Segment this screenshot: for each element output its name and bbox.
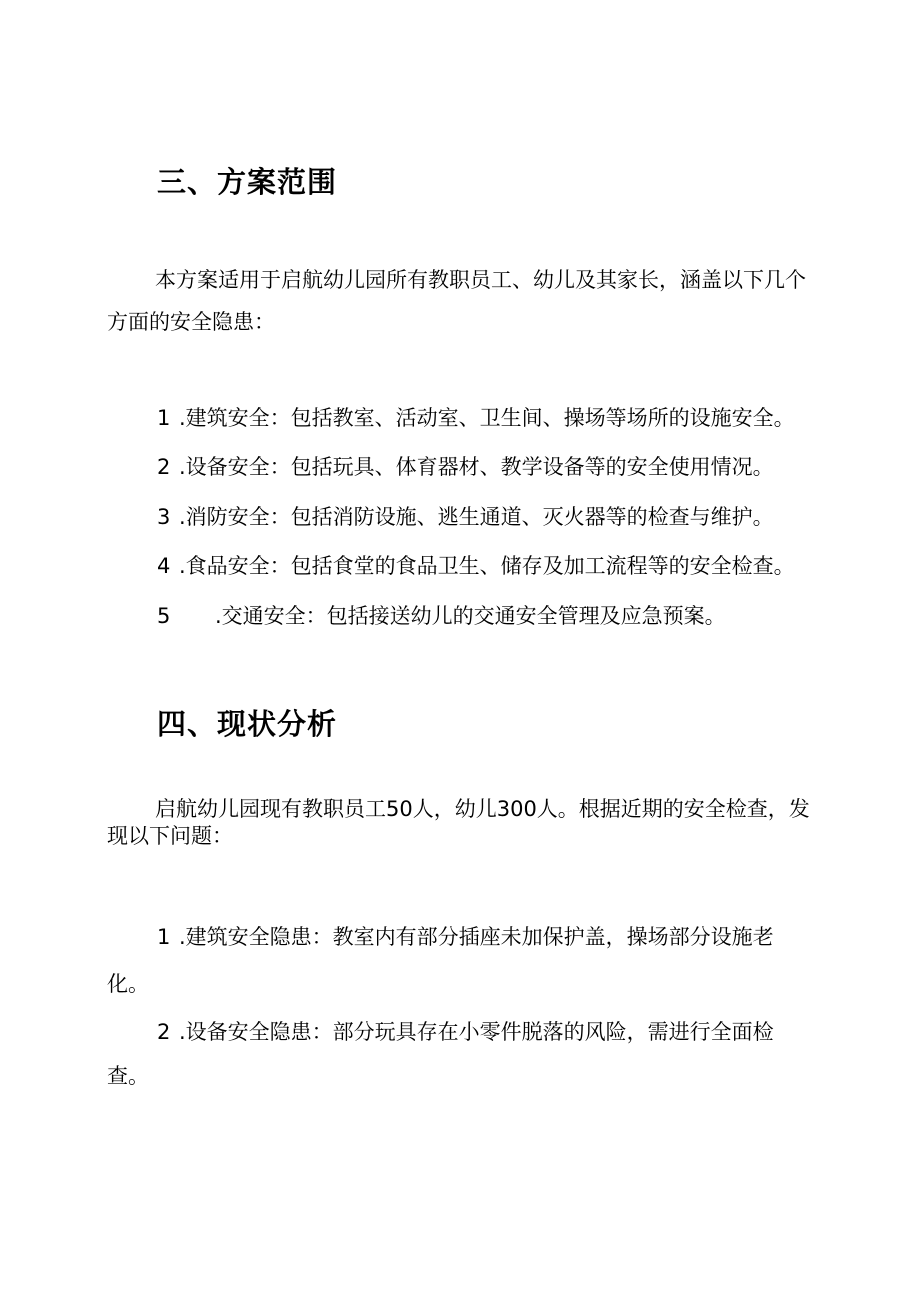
scope-item-3	[157, 501, 774, 531]
scope-item-number: 5	[157, 604, 171, 628]
section-3-intro	[107, 259, 829, 343]
issue-item-text-line-2: 化。	[107, 972, 149, 996]
issue-item-text-line-1: .设备安全隐患：部分玩具存在小零件脱落的风险，需进行全面检	[179, 1020, 774, 1044]
scope-item-number: 1	[157, 406, 171, 430]
section-4-intro	[107, 796, 829, 850]
section-4-heading: 四、现状分析	[157, 707, 338, 741]
section-3-heading: 三、方案范围	[157, 165, 338, 199]
scope-item-text: .设备安全：包括玩具、体育器材、教学设备等的安全使用情况。	[179, 455, 774, 479]
section-4-intro-line-2: 现以下问题：	[107, 824, 233, 848]
scope-item-2	[157, 451, 774, 481]
scope-item-5	[157, 600, 726, 630]
scope-item-number: 4	[157, 554, 171, 578]
scope-item-1	[157, 402, 795, 432]
issue-item-2	[107, 1010, 774, 1098]
scope-item-text: .食品安全：包括食堂的食品卫生、储存及加工流程等的安全检查。	[179, 554, 795, 578]
scope-item-text: .交通安全：包括接送幼儿的交通安全管理及应急预案。	[215, 604, 726, 628]
scope-item-text: .消防安全：包括消防设施、逃生通道、灭火器等的检查与维护。	[179, 505, 774, 529]
scope-item-number: 2	[157, 455, 171, 479]
issue-item-text-line-2: 查。	[107, 1064, 149, 1088]
section-3-intro-line-2: 方面的安全隐患：	[107, 310, 275, 334]
section-3-intro-line-1: 本方案适用于启航幼儿园所有教职员工、幼儿及其家长，涵盖以下几个	[155, 268, 806, 292]
issue-item-1	[107, 914, 774, 1008]
scope-item-number: 3	[157, 505, 171, 529]
issue-item-number: 1	[157, 925, 171, 949]
section-4-intro-line-1: 启航幼儿园现有教职员工50人，幼儿300人。根据近期的安全检查，发	[155, 797, 810, 821]
scope-item-4	[157, 550, 795, 580]
issue-item-text-line-1: .建筑安全隐患：教室内有部分插座未加保护盖，操场部分设施老	[179, 925, 774, 949]
scope-item-text: .建筑安全：包括教室、活动室、卫生间、操场等场所的设施安全。	[179, 406, 795, 430]
issue-item-number: 2	[157, 1020, 171, 1044]
